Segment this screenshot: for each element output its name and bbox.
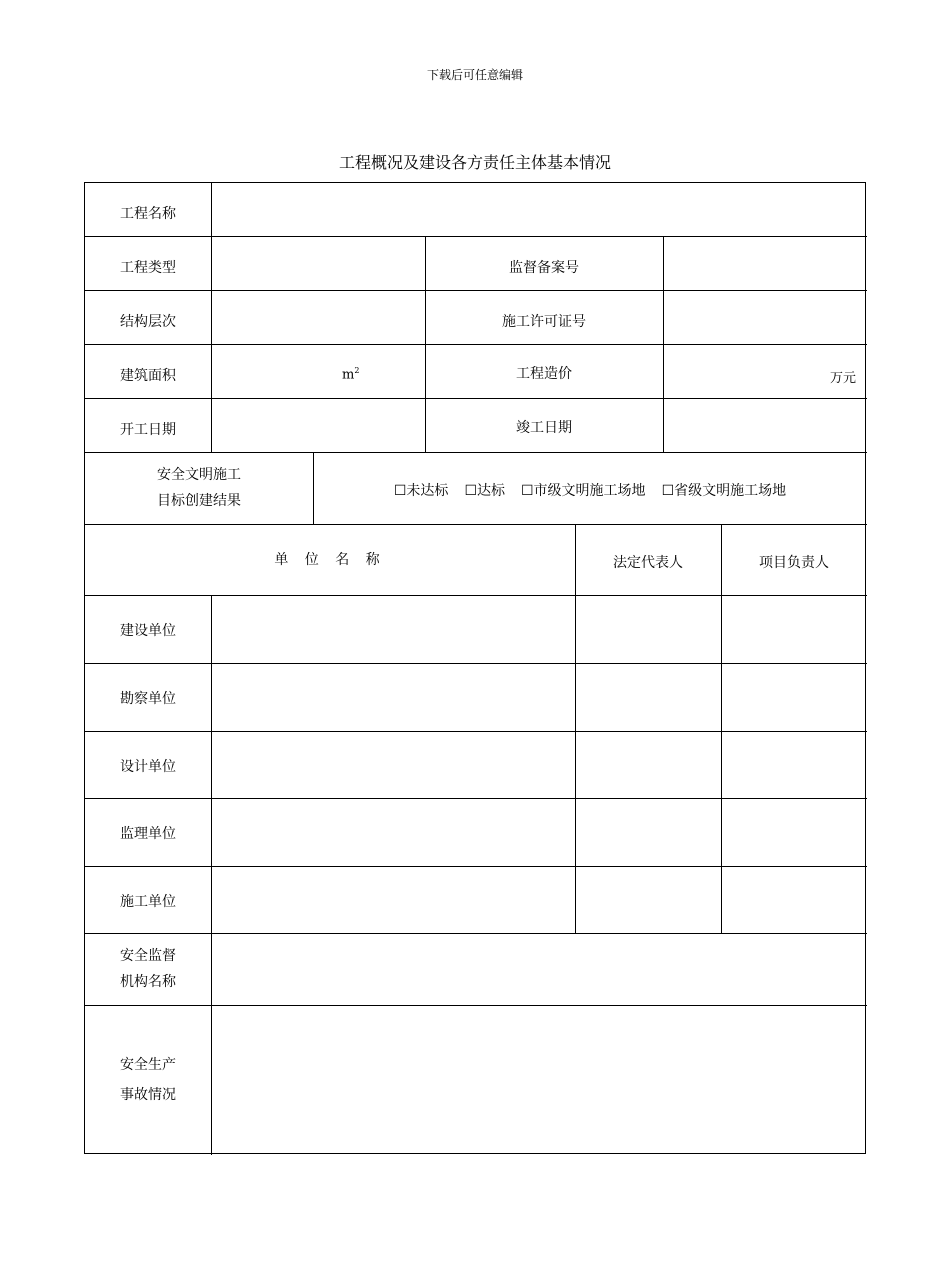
building-area-field[interactable] [211,344,425,398]
completion-date-field[interactable] [663,398,867,452]
label-construction-unit: 建设单位 [120,623,176,639]
supervision-unit-name-field[interactable] [211,798,575,866]
label-accident-line2: 事故情况 [120,1087,176,1103]
survey-unit-name-field[interactable] [211,663,575,731]
construction-unit-legal-rep-field[interactable] [575,595,721,663]
label-safety-goal-line2: 目标创建结果 [157,493,241,509]
safety-agency-field[interactable] [211,933,867,1005]
label-design-unit: 设计单位 [120,758,176,775]
label-project-cost: 工程造价 [516,365,572,382]
project-name-field[interactable] [211,183,867,236]
safety-goal-options [313,455,867,527]
construction-unit-lead-field[interactable] [721,595,867,663]
design-unit-legal-rep-field[interactable] [575,731,721,798]
supervision-unit-lead-field[interactable] [721,798,867,866]
label-safety-goal-line1: 安全文明施工 [157,467,241,483]
survey-unit-legal-rep-field[interactable] [575,663,721,731]
construction-unit-name-field[interactable] [211,595,575,663]
label-permit-no: 施工许可证号 [502,313,586,330]
label-supervision-no: 监督备案号 [509,259,579,276]
header-note: 下载后可任意编辑 [426,68,523,82]
label-accident-line1: 安全生产 [120,1057,176,1073]
design-unit-name-field[interactable] [211,731,575,798]
label-contractor-unit: 施工单位 [120,893,176,910]
label-start-date: 开工日期 [120,421,176,438]
survey-unit-lead-field[interactable] [721,663,867,731]
contractor-unit-lead-field[interactable] [721,866,867,933]
permit-no-field[interactable] [663,290,867,344]
label-accident [85,1005,211,1155]
header-unit-name: 单 位 名 称 [274,551,386,568]
start-date-field[interactable] [211,398,425,452]
label-safety-agency [85,933,211,1005]
label-survey-unit: 勘察单位 [120,691,176,707]
design-unit-lead-field[interactable] [721,731,867,798]
project-info-form [84,182,866,1154]
cost-unit: 万元 [830,371,857,386]
option-province-level[interactable]: ☐省级文明施工场地 [661,483,787,499]
structure-levels-field[interactable] [211,290,425,344]
contractor-unit-legal-rep-field[interactable] [575,866,721,933]
label-structure-levels: 结构层次 [120,313,176,330]
contractor-unit-name-field[interactable] [211,866,575,933]
label-completion-date: 竣工日期 [516,419,572,436]
supervision-no-field[interactable] [663,236,867,290]
label-project-type: 工程类型 [120,259,176,276]
label-safety-agency-line1: 安全监督 [120,948,176,964]
accident-field[interactable] [211,1005,867,1155]
header-project-lead: 项目负责人 [759,554,829,571]
label-building-area: 建筑面积 [120,367,176,384]
label-project-name: 工程名称 [120,205,176,222]
supervision-unit-legal-rep-field[interactable] [575,798,721,866]
label-safety-goal [85,452,313,524]
header-legal-rep: 法定代表人 [613,554,683,571]
label-safety-agency-line2: 机构名称 [120,974,176,990]
option-city-level[interactable]: ☐市级文明施工场地 [521,483,646,499]
project-type-field[interactable] [211,236,425,290]
label-supervision-unit: 监理单位 [120,826,176,842]
option-not-met[interactable]: ☐未达标 [393,483,449,499]
document-title: 工程概况及建设各方责任主体基本情况 [338,153,611,172]
option-met[interactable]: ☐达标 [464,483,505,499]
area-unit: $m^2$ [342,366,360,383]
